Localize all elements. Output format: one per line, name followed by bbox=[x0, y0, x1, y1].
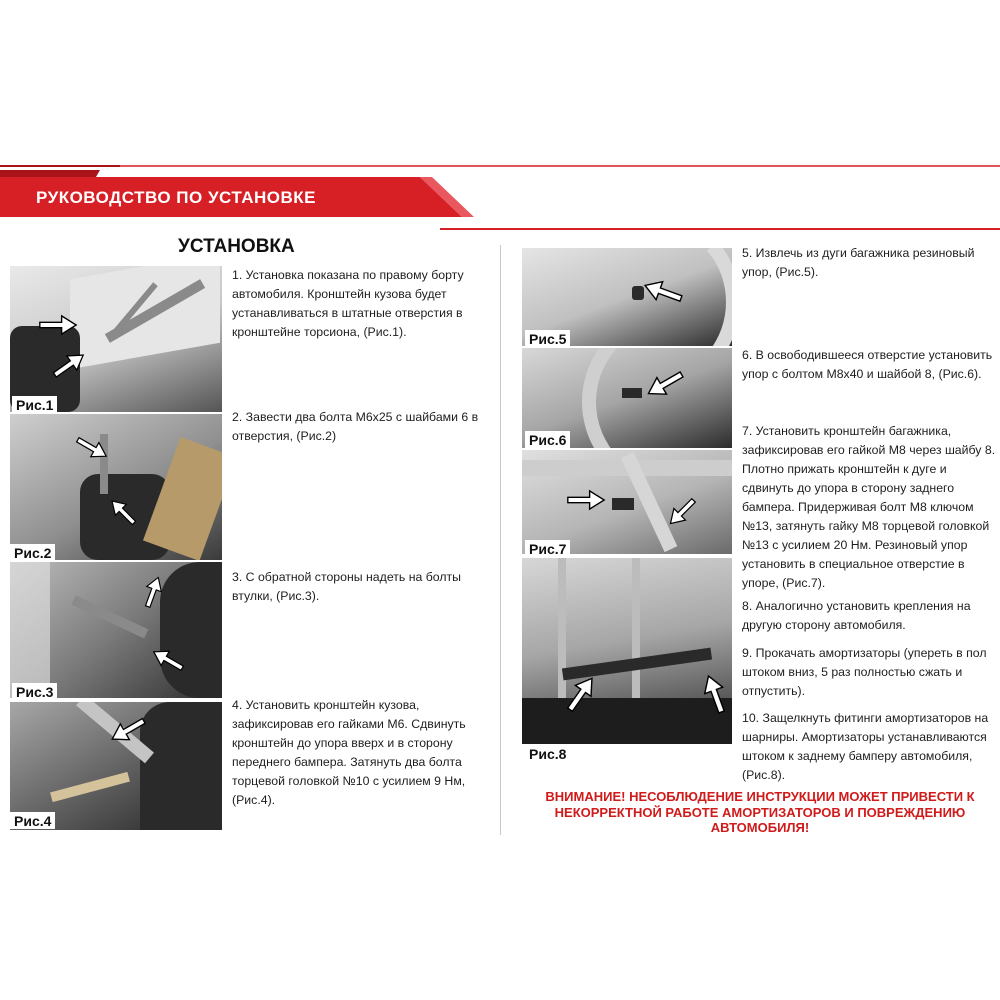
step-2-text: 2. Завести два болта М6х25 с шайбами 6 в отверстия, (Рис.2) bbox=[232, 410, 479, 443]
step-10-text: 10. Защелкнуть фитинги амортизаторов на шарниры. Амортизаторы устанавливаются штоком к заднему бамперу автомобиля, (Рис.8). bbox=[742, 711, 989, 782]
column-divider bbox=[500, 245, 501, 835]
figure-7-label: Рис.7 bbox=[525, 540, 570, 557]
figure-6-label: Рис.6 bbox=[525, 431, 570, 448]
step-5-text: 5. Извлечь из дуги багажника резиновый упор, (Рис.5). bbox=[742, 246, 975, 279]
warning-text: ВНИМАНИЕ! НЕСОБЛЮДЕНИЕ ИНСТРУКЦИИ МОЖЕТ ПРИВЕСТИ К НЕКОРРЕКТНОЙ РАБОТЕ АМОРТИЗАТОРОВ И ПОВРЕЖДЕНИЮ АВТОМОБИЛЯ! bbox=[545, 789, 975, 835]
figure-4-photo bbox=[10, 702, 222, 830]
step-8-text: 8. Аналогично установить крепления на другую сторону автомобиля. bbox=[742, 599, 971, 632]
figure-7-photo bbox=[522, 450, 732, 554]
figure-2-label: Рис.2 bbox=[10, 544, 55, 561]
step-3-text: 3. С обратной стороны надеть на болты втулки, (Рис.3). bbox=[232, 570, 462, 603]
step-7-text: 7. Установить кронштейн багажника, зафиксировав его гайкой М8 через шайбу 8. Плотно прижать кронштейн к дуге и сдвинуть до упора в сторону заднего бампера. Придерживая болт М8 ключом №13, затянуть гайку М8 торцевой головкой №13 с усилием 20 Нм. Резиновый упор установить в специальное отверстие в упоре, (Рис.7). bbox=[742, 424, 996, 590]
section-heading: УСТАНОВКА bbox=[178, 236, 295, 257]
figure-1-photo bbox=[10, 266, 222, 412]
step-4-text: 4. Установить кронштейн кузова, зафиксировав его гайками М6. Сдвинуть кронштейн до упора вверх и в сторону переднего бампера. Затянуть два болта торцевой головкой №10 с усилием 9 Нм, (Рис.4). bbox=[232, 698, 466, 807]
figure-1-label: Рис.1 bbox=[12, 396, 57, 413]
banner-title: РУКОВОДСТВО ПО УСТАНОВКЕ bbox=[36, 188, 316, 207]
arrow-icon bbox=[566, 488, 606, 512]
figure-3-label: Рис.3 bbox=[12, 683, 57, 700]
step-6-text: 6. В освободившееся отверстие установить упор с болтом М8х40 и шайбой 8, (Рис.6). bbox=[742, 348, 993, 381]
step-9-text: 9. Прокачать амортизаторы (упереть в пол штоком вниз, 5 раз полностью сжать и отпустить). bbox=[742, 646, 987, 698]
step-1-text: 1. Установка показана по правому борту автомобиля. Кронштейн кузова будет устанавливаться в штатные отверстия в кронштейне торсиона, (Рис.1). bbox=[232, 268, 464, 339]
figure-2-photo bbox=[10, 414, 222, 560]
figure-8-photo bbox=[522, 558, 732, 744]
figure-5-label: Рис.5 bbox=[525, 330, 570, 347]
header-underline bbox=[0, 215, 1000, 235]
figure-4-label: Рис.4 bbox=[10, 812, 55, 829]
figure-8-label: Рис.8 bbox=[525, 745, 570, 762]
figure-3-photo bbox=[10, 562, 222, 698]
arrow-icon bbox=[38, 313, 78, 337]
